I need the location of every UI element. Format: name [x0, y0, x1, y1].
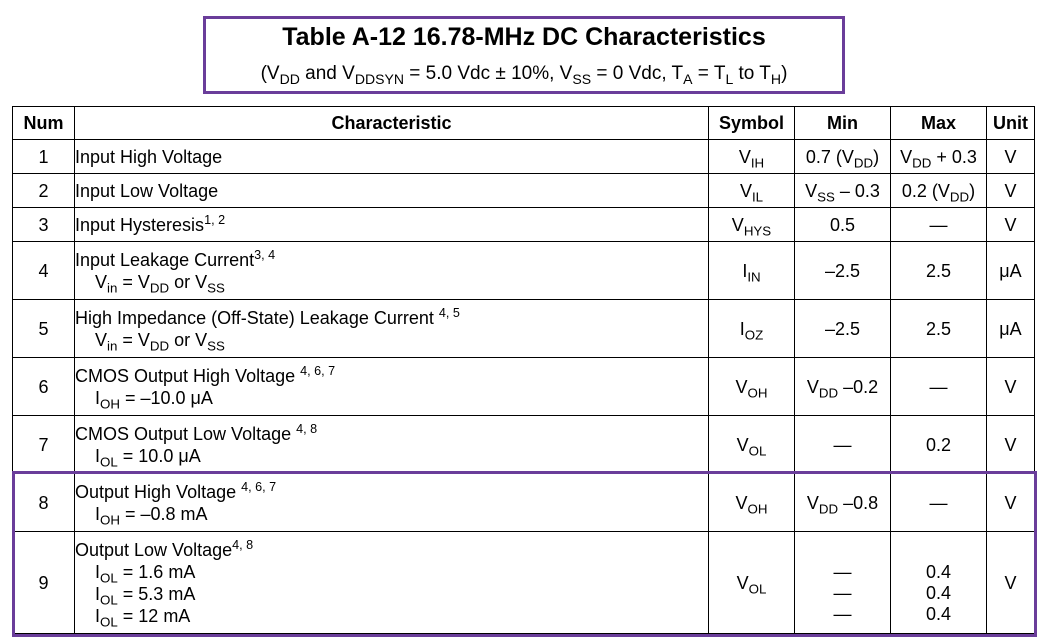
row-max: $V_{DD} + 0.3$ — [891, 140, 987, 174]
row-symbol: $V_{OH}$ — [709, 474, 795, 532]
row-max: 0.2 — [891, 416, 987, 474]
row-unit: μA — [987, 242, 1035, 300]
table-row — [13, 416, 1035, 474]
row-characteristic: Input Hysteresis$^{1, 2}$ — [75, 208, 709, 242]
row-unit: V — [987, 416, 1035, 474]
row-min: — — — — [795, 532, 891, 634]
table-row — [13, 474, 1035, 532]
row-symbol: $I_{OZ}$ — [709, 300, 795, 358]
row-characteristic: High Impedance (Off-State) Leakage Current $^{4, 5}$ $V_{in} = V_{DD}$ or $V_{SS}$ — [75, 300, 709, 358]
row-num: 8 — [13, 474, 75, 532]
row-condition: $I_{OL} = 10.0$ μA — [95, 445, 201, 470]
row-unit: μA — [987, 300, 1035, 358]
table-row — [13, 208, 1035, 242]
row-unit: V — [987, 140, 1035, 174]
row-condition: $I_{OL} = 12$ mA — [95, 605, 191, 630]
row-symbol: $V_{IL}$ — [709, 174, 795, 208]
row-min: 0.7 $(V_{DD})$ — [795, 140, 891, 174]
row-symbol: $V_{OL}$ — [709, 416, 795, 474]
row-condition: $I_{OL} = 1.6$ mA — [95, 561, 196, 586]
row-max: 2.5 — [891, 300, 987, 358]
row-min: — — [795, 416, 891, 474]
table-row — [13, 358, 1035, 416]
row-symbol: $V_{OH}$ — [709, 358, 795, 416]
column-header-max: Max — [891, 107, 987, 140]
row-min: 0.5 — [795, 208, 891, 242]
row-max: 0.2 $(V_{DD})$ — [891, 174, 987, 208]
row-unit: V — [987, 474, 1035, 532]
row-characteristic: Output High Voltage $^{4, 6, 7}$ $I_{OH} = -0.8$ mA — [75, 474, 709, 532]
column-header-symbol: Symbol — [709, 107, 795, 140]
table-row — [13, 140, 1035, 174]
table-title: Table A-12 16.78-MHz DC Characteristics — [282, 23, 766, 51]
row-num: 7 — [13, 416, 75, 474]
row-condition: $I_{OL} = 5.3$ mA — [95, 583, 196, 608]
row-characteristic: CMOS Output Low Voltage $^{4, 8}$ $I_{OL} = 10.0$ μA — [75, 416, 709, 474]
row-symbol: $V_{IH}$ — [709, 140, 795, 174]
row-characteristic: Input Leakage Current$^{3, 4}$ $V_{in} = V_{DD}$ or $V_{SS}$ — [75, 242, 709, 300]
row-min: –2.5 — [795, 300, 891, 358]
row-max: — — [891, 358, 987, 416]
table-header-row — [13, 107, 1035, 140]
table-subtitle: ($V_{DD}$ and $V_{DDSYN} = 5.0$ Vdc ± 10%, $V_{SS} = 0$ Vdc, $T_A = T_L$ to $T_H$) — [260, 63, 788, 87]
row-max: 0.4 0.4 0.4 — [891, 532, 987, 634]
row-unit: V — [987, 358, 1035, 416]
column-header-unit: Unit — [987, 107, 1035, 140]
row-num: 3 — [13, 208, 75, 242]
row-condition: $V_{in} = V_{DD}$ or $V_{SS}$ — [95, 329, 225, 354]
row-unit: V — [987, 208, 1035, 242]
row-unit: V — [987, 532, 1035, 634]
row-characteristic: Input High Voltage — [75, 140, 709, 174]
row-symbol: $V_{HYS}$ — [709, 208, 795, 242]
row-unit: V — [987, 174, 1035, 208]
table-row — [13, 532, 1035, 634]
row-characteristic: Input Low Voltage — [75, 174, 709, 208]
row-num: 5 — [13, 300, 75, 358]
row-characteristic: CMOS Output High Voltage $^{4, 6, 7}$ $I_{OH} = -10.0$ μA — [75, 358, 709, 416]
row-characteristic: Output Low Voltage$^{4, 8}$ $I_{OL} = 1.6$ mA $I_{OL} = 5.3$ mA $I_{OL} = 12$ mA — [75, 532, 709, 634]
row-symbol: $V_{OL}$ — [709, 532, 795, 634]
row-num: 1 — [13, 140, 75, 174]
row-condition: $V_{in} = V_{DD}$ or $V_{SS}$ — [95, 271, 225, 296]
row-min: $V_{DD}$ –0.8 — [795, 474, 891, 532]
row-min: $V_{SS} - 0.3$ — [795, 174, 891, 208]
column-header-characteristic: Characteristic — [75, 107, 709, 140]
row-max: — — [891, 208, 987, 242]
row-max: 2.5 — [891, 242, 987, 300]
row-num: 2 — [13, 174, 75, 208]
column-header-num: Num — [13, 107, 75, 140]
table-row — [13, 174, 1035, 208]
row-num: 6 — [13, 358, 75, 416]
row-min: –2.5 — [795, 242, 891, 300]
dc-characteristics-table — [12, 106, 1035, 634]
row-condition: $I_{OH} = -0.8$ mA — [95, 503, 208, 528]
table-row — [13, 300, 1035, 358]
table-row — [13, 242, 1035, 300]
row-max: — — [891, 474, 987, 532]
row-min: $V_{DD}$ –0.2 — [795, 358, 891, 416]
row-num: 4 — [13, 242, 75, 300]
row-num: 9 — [13, 532, 75, 634]
row-symbol: $I_{IN}$ — [709, 242, 795, 300]
table-title-box — [203, 16, 845, 94]
row-condition: $I_{OH} = -10.0$ μA — [95, 387, 213, 412]
column-header-min: Min — [795, 107, 891, 140]
